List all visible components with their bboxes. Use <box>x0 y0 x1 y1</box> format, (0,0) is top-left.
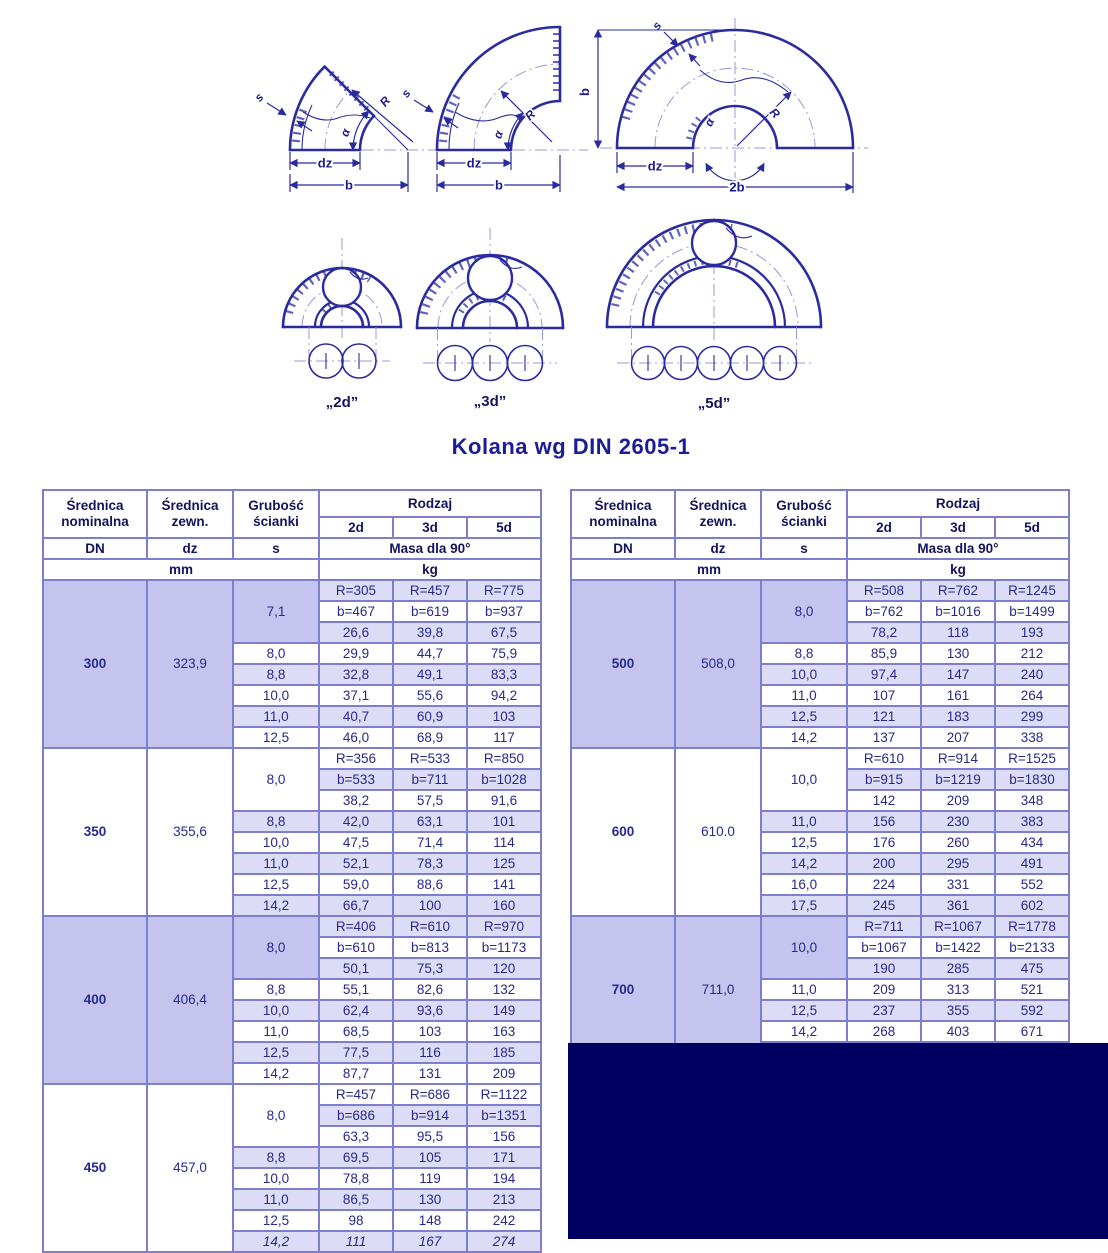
mass-cell: 125 <box>467 853 541 874</box>
data-row <box>571 916 1069 937</box>
mass-cell: 101 <box>467 811 541 832</box>
dim-label-r: R <box>522 107 539 124</box>
data-row <box>43 916 541 937</box>
header-mm: mm <box>43 559 319 580</box>
mass-cell: R=533 <box>393 748 467 769</box>
bend-3d-drawing <box>417 228 563 410</box>
mass-cell: R=457 <box>393 580 467 601</box>
mass-cell: b=915 <box>847 769 921 790</box>
s-cell: 10,0 <box>233 685 319 706</box>
mass-cell: R=1122 <box>467 1084 541 1105</box>
dn-cell: 450 <box>43 1084 147 1252</box>
mass-cell: R=686 <box>393 1084 467 1105</box>
caption-3d: „3d” <box>473 393 507 410</box>
mass-cell: b=914 <box>393 1105 467 1126</box>
mass-cell: R=1778 <box>995 916 1069 937</box>
mass-cell: 176 <box>847 832 921 853</box>
header-srednica-nominalna: Średnica nominalna <box>43 490 147 538</box>
mass-cell: 44,7 <box>393 643 467 664</box>
mass-cell: 141 <box>467 874 541 895</box>
mass-cell: 55,6 <box>393 685 467 706</box>
mass-cell: 116 <box>393 1042 467 1063</box>
mass-cell: R=711 <box>847 916 921 937</box>
header-srednica-zewn: Średnica zewn. <box>675 490 761 538</box>
header-kg: kg <box>847 559 1069 580</box>
technical-drawings <box>0 0 1108 424</box>
s-cell: 14,2 <box>233 1063 319 1084</box>
mass-cell: 209 <box>921 790 995 811</box>
mass-cell: b=1219 <box>921 769 995 790</box>
mass-cell: 224 <box>847 874 921 895</box>
mass-cell: 78,8 <box>319 1168 393 1189</box>
mass-cell: 161 <box>921 685 995 706</box>
header-rodzaj: Rodzaj <box>319 490 541 517</box>
mass-cell: 85,9 <box>847 643 921 664</box>
mass-cell: 77,5 <box>319 1042 393 1063</box>
mass-cell: 75,9 <box>467 643 541 664</box>
mass-cell: R=610 <box>847 748 921 769</box>
mass-cell: 200 <box>847 853 921 874</box>
mass-cell: 491 <box>995 853 1069 874</box>
s-cell: 12,5 <box>233 727 319 748</box>
s-cell: 17,5 <box>761 895 847 916</box>
mass-cell: 39,8 <box>393 622 467 643</box>
header-kg: kg <box>319 559 541 580</box>
mass-cell: 86,5 <box>319 1189 393 1210</box>
mass-cell: b=1351 <box>467 1105 541 1126</box>
header-dz: dz <box>675 538 761 559</box>
mass-cell: 237 <box>847 1000 921 1021</box>
right-table <box>570 489 1070 1064</box>
dn-cell: 300 <box>43 580 147 748</box>
dim-label-alpha: α <box>490 128 507 141</box>
mass-cell: 119 <box>393 1168 467 1189</box>
s-cell: 11,0 <box>233 706 319 727</box>
mass-cell: 193 <box>995 622 1069 643</box>
mass-cell: 383 <box>995 811 1069 832</box>
s-cell: 11,0 <box>761 685 847 706</box>
mass-cell: b=762 <box>847 601 921 622</box>
mass-cell: 130 <box>921 643 995 664</box>
s-cell: 8,8 <box>233 979 319 1000</box>
mass-cell: 194 <box>467 1168 541 1189</box>
mass-cell: 103 <box>393 1021 467 1042</box>
mass-cell: 83,3 <box>467 664 541 685</box>
caption-2d: „2d” <box>325 394 359 411</box>
mass-cell: 93,6 <box>393 1000 467 1021</box>
header-row <box>43 559 541 580</box>
mass-cell: 260 <box>921 832 995 853</box>
dn-cell: 600 <box>571 748 675 916</box>
dim-label-r: R <box>376 93 394 110</box>
elbow-45-drawing <box>251 67 438 193</box>
header-srednica-nominalna: Średnica nominalna <box>571 490 675 538</box>
dn-cell: 350 <box>43 748 147 916</box>
mass-cell: 552 <box>995 874 1069 895</box>
dz-cell: 711,0 <box>675 916 761 1063</box>
dim-label-b: b <box>345 177 353 193</box>
mass-cell: 403 <box>921 1021 995 1042</box>
mass-cell: 95,5 <box>393 1126 467 1147</box>
mass-cell: 156 <box>847 811 921 832</box>
mass-cell: b=1499 <box>995 601 1069 622</box>
s-cell: 8,8 <box>233 1147 319 1168</box>
mass-cell: 42,0 <box>319 811 393 832</box>
mass-cell: R=457 <box>319 1084 393 1105</box>
mass-cell: 299 <box>995 706 1069 727</box>
header-dn: DN <box>571 538 675 559</box>
mass-cell: 66,7 <box>319 895 393 916</box>
s-cell: 11,0 <box>233 1021 319 1042</box>
caption-5d: „5d” <box>697 395 731 412</box>
header-row <box>571 538 1069 559</box>
mass-cell: 264 <box>995 685 1069 706</box>
dim-label-dz: dz <box>317 155 333 171</box>
mass-cell: b=1028 <box>467 769 541 790</box>
s-cell: 8,0 <box>233 643 319 664</box>
s-cell: 12,5 <box>233 1042 319 1063</box>
dim-label-s: s <box>649 18 665 33</box>
mass-cell: 671 <box>995 1021 1069 1042</box>
mass-cell: 171 <box>467 1147 541 1168</box>
s-cell: 11,0 <box>233 853 319 874</box>
s-cell: 11,0 <box>233 1189 319 1210</box>
mass-cell: b=686 <box>319 1105 393 1126</box>
mass-cell: 82,6 <box>393 979 467 1000</box>
mass-cell: 331 <box>921 874 995 895</box>
mass-cell: 63,3 <box>319 1126 393 1147</box>
mass-cell: 274 <box>467 1231 541 1252</box>
s-cell: 7,1 <box>233 580 319 643</box>
mass-cell: R=508 <box>847 580 921 601</box>
header-grubosc-scianki: Grubość ścianki <box>233 490 319 538</box>
mass-cell: b=813 <box>393 937 467 958</box>
dn-cell: 500 <box>571 580 675 748</box>
mass-cell: 98 <box>319 1210 393 1231</box>
mass-cell: 37,1 <box>319 685 393 706</box>
dim-label-s: s <box>251 90 267 105</box>
mass-cell: 67,5 <box>467 622 541 643</box>
mass-cell: 355 <box>921 1000 995 1021</box>
mass-cell: b=1830 <box>995 769 1069 790</box>
mass-cell: 268 <box>847 1021 921 1042</box>
mass-cell: 142 <box>847 790 921 811</box>
mass-cell: 602 <box>995 895 1069 916</box>
mass-cell: 245 <box>847 895 921 916</box>
mass-cell: 118 <box>921 622 995 643</box>
mass-cell: 55,1 <box>319 979 393 1000</box>
pipe-cross-section-circle <box>692 221 736 265</box>
data-row <box>571 580 1069 601</box>
mass-cell: 50,1 <box>319 958 393 979</box>
dz-cell: 355,6 <box>147 748 233 916</box>
mass-cell: R=356 <box>319 748 393 769</box>
mass-cell: R=1245 <box>995 580 1069 601</box>
s-cell: 14,2 <box>761 853 847 874</box>
dim-label-r: R <box>766 105 783 122</box>
mass-cell: 348 <box>995 790 1069 811</box>
s-cell: 12,5 <box>761 832 847 853</box>
mass-cell: 137 <box>847 727 921 748</box>
mass-cell: 149 <box>467 1000 541 1021</box>
mass-cell: R=1067 <box>921 916 995 937</box>
mass-cell: 32,8 <box>319 664 393 685</box>
dn-cell: 400 <box>43 916 147 1084</box>
s-cell: 10,0 <box>233 832 319 853</box>
mass-cell: 107 <box>847 685 921 706</box>
mass-cell: 100 <box>393 895 467 916</box>
mass-cell: 338 <box>995 727 1069 748</box>
dim-label-alpha: α <box>337 126 354 139</box>
mass-cell: 75,3 <box>393 958 467 979</box>
header-dz: dz <box>147 538 233 559</box>
page-title: Kolana wg DIN 2605-1 <box>451 434 691 459</box>
mass-cell: 295 <box>921 853 995 874</box>
s-cell: 8,0 <box>233 1084 319 1147</box>
header-dn: DN <box>43 538 147 559</box>
header-rodzaj: Rodzaj <box>847 490 1069 517</box>
s-cell: 10,0 <box>761 748 847 811</box>
mass-cell: 105 <box>393 1147 467 1168</box>
mass-cell: 147 <box>921 664 995 685</box>
mass-cell: 313 <box>921 979 995 1000</box>
mass-cell: R=762 <box>921 580 995 601</box>
dz-cell: 610.0 <box>675 748 761 916</box>
mass-cell: 57,5 <box>393 790 467 811</box>
mass-cell: b=711 <box>393 769 467 790</box>
mass-cell: 117 <box>467 727 541 748</box>
navy-footer-block <box>568 1043 1108 1239</box>
mass-cell: b=610 <box>319 937 393 958</box>
header-s: s <box>233 538 319 559</box>
data-row <box>43 1084 541 1105</box>
elbow-90-drawing <box>398 27 588 193</box>
mass-cell: b=1067 <box>847 937 921 958</box>
header-row <box>43 490 541 517</box>
mass-cell: 47,5 <box>319 832 393 853</box>
mass-cell: 132 <box>467 979 541 1000</box>
header-kind-3d: 3d <box>393 517 467 538</box>
s-cell: 14,2 <box>761 1021 847 1042</box>
mass-cell: 131 <box>393 1063 467 1084</box>
mass-cell: 242 <box>467 1210 541 1231</box>
mass-cell: b=937 <box>467 601 541 622</box>
pipe-cross-section-circle <box>323 268 361 306</box>
mass-cell: 209 <box>847 979 921 1000</box>
dim-label-alpha: α <box>701 115 718 129</box>
header-masa: Masa dla 90° <box>319 538 541 559</box>
s-cell: 8,0 <box>233 916 319 979</box>
mass-cell: 38,2 <box>319 790 393 811</box>
data-row <box>43 748 541 769</box>
header-srednica-zewn: Średnica zewn. <box>147 490 233 538</box>
s-cell: 14,2 <box>761 727 847 748</box>
header-masa: Masa dla 90° <box>847 538 1069 559</box>
left-table <box>42 489 542 1253</box>
s-cell: 12,5 <box>761 706 847 727</box>
s-cell: 14,2 <box>233 895 319 916</box>
left-table-grid <box>42 489 542 1253</box>
mass-cell: 183 <box>921 706 995 727</box>
mass-cell: 121 <box>847 706 921 727</box>
header-grubosc-scianki: Grubość ścianki <box>761 490 847 538</box>
mass-cell: 59,0 <box>319 874 393 895</box>
mass-cell: R=970 <box>467 916 541 937</box>
mass-cell: 130 <box>393 1189 467 1210</box>
dz-cell: 406,4 <box>147 916 233 1084</box>
mass-cell: R=914 <box>921 748 995 769</box>
s-cell: 11,0 <box>761 979 847 1000</box>
mass-cell: 230 <box>921 811 995 832</box>
mass-cell: 521 <box>995 979 1069 1000</box>
s-cell: 8,0 <box>233 748 319 811</box>
mass-cell: R=775 <box>467 580 541 601</box>
mass-cell: 68,9 <box>393 727 467 748</box>
s-cell: 10,0 <box>233 1168 319 1189</box>
dim-label-dz: dz <box>647 158 663 174</box>
mass-cell: 160 <box>467 895 541 916</box>
header-kind-5d: 5d <box>995 517 1069 538</box>
mass-cell: 63,1 <box>393 811 467 832</box>
mass-cell: 209 <box>467 1063 541 1084</box>
mass-cell: 78,2 <box>847 622 921 643</box>
header-mm: mm <box>571 559 847 580</box>
mass-cell: 111 <box>319 1231 393 1252</box>
s-cell: 12,5 <box>233 874 319 895</box>
dim-label-b: b <box>495 177 503 193</box>
dim-label-dz: dz <box>466 155 482 171</box>
mass-cell: 103 <box>467 706 541 727</box>
mass-cell: 148 <box>393 1210 467 1231</box>
mass-cell: 167 <box>393 1231 467 1252</box>
mass-cell: b=1422 <box>921 937 995 958</box>
mass-cell: 97,4 <box>847 664 921 685</box>
s-cell: 11,0 <box>761 811 847 832</box>
mass-cell: 114 <box>467 832 541 853</box>
header-row <box>43 538 541 559</box>
mass-cell: 163 <box>467 1021 541 1042</box>
dz-cell: 508,0 <box>675 580 761 748</box>
mass-cell: 52,1 <box>319 853 393 874</box>
dim-label-s: s <box>398 86 414 101</box>
mass-cell: 69,5 <box>319 1147 393 1168</box>
pipe-cross-section-circle <box>468 256 512 300</box>
mass-cell: 60,9 <box>393 706 467 727</box>
dz-cell: 323,9 <box>147 580 233 748</box>
bend-2d-drawing <box>283 238 401 411</box>
mass-cell: 26,6 <box>319 622 393 643</box>
dn-cell: 700 <box>571 916 675 1063</box>
mass-cell: 91,6 <box>467 790 541 811</box>
s-cell: 10,0 <box>761 664 847 685</box>
s-cell: 10,0 <box>761 916 847 979</box>
mass-cell: 207 <box>921 727 995 748</box>
mass-cell: b=467 <box>319 601 393 622</box>
mass-cell: 88,6 <box>393 874 467 895</box>
mass-cell: b=619 <box>393 601 467 622</box>
mass-cell: 475 <box>995 958 1069 979</box>
data-row <box>571 748 1069 769</box>
dim-label-b: b <box>577 88 592 96</box>
mass-cell: 190 <box>847 958 921 979</box>
header-kind-2d: 2d <box>319 517 393 538</box>
s-cell: 12,5 <box>233 1210 319 1231</box>
header-row <box>571 490 1069 517</box>
mass-cell: 62,4 <box>319 1000 393 1021</box>
header-kind-5d: 5d <box>467 517 541 538</box>
mass-cell: 212 <box>995 643 1069 664</box>
mass-cell: 361 <box>921 895 995 916</box>
mass-cell: 94,2 <box>467 685 541 706</box>
mass-cell: 120 <box>467 958 541 979</box>
mass-cell: R=406 <box>319 916 393 937</box>
right-table-grid <box>570 489 1070 1064</box>
s-cell: 8,8 <box>761 643 847 664</box>
mass-cell: 240 <box>995 664 1069 685</box>
mass-cell: 46,0 <box>319 727 393 748</box>
mass-cell: 68,5 <box>319 1021 393 1042</box>
mass-cell: b=1173 <box>467 937 541 958</box>
header-s: s <box>761 538 847 559</box>
mass-cell: b=533 <box>319 769 393 790</box>
mass-cell: 285 <box>921 958 995 979</box>
header-kind-3d: 3d <box>921 517 995 538</box>
mass-cell: R=850 <box>467 748 541 769</box>
mass-cell: 185 <box>467 1042 541 1063</box>
mass-cell: R=1525 <box>995 748 1069 769</box>
bend-5d-drawing <box>607 218 821 412</box>
header-kind-2d: 2d <box>847 517 921 538</box>
mass-cell: 78,3 <box>393 853 467 874</box>
mass-cell: 213 <box>467 1189 541 1210</box>
mass-cell: R=610 <box>393 916 467 937</box>
s-cell: 10,0 <box>233 1000 319 1021</box>
elbow-180-drawing <box>577 18 868 195</box>
mass-cell: 156 <box>467 1126 541 1147</box>
mass-cell: 87,7 <box>319 1063 393 1084</box>
mass-cell: 49,1 <box>393 664 467 685</box>
mass-cell: 71,4 <box>393 832 467 853</box>
mass-cell: 434 <box>995 832 1069 853</box>
mass-cell: b=2133 <box>995 937 1069 958</box>
s-cell: 8,8 <box>233 811 319 832</box>
dim-label-2b: 2b <box>729 179 745 195</box>
s-cell: 16,0 <box>761 874 847 895</box>
mass-cell: R=305 <box>319 580 393 601</box>
mass-cell: b=1016 <box>921 601 995 622</box>
mass-cell: 29,9 <box>319 643 393 664</box>
data-row <box>43 580 541 601</box>
s-cell: 8,0 <box>761 580 847 643</box>
s-cell: 12,5 <box>761 1000 847 1021</box>
s-cell: 14,2 <box>233 1231 319 1252</box>
s-cell: 8,8 <box>233 664 319 685</box>
header-row <box>571 559 1069 580</box>
mass-cell: 592 <box>995 1000 1069 1021</box>
mass-cell: 40,7 <box>319 706 393 727</box>
dz-cell: 457,0 <box>147 1084 233 1252</box>
